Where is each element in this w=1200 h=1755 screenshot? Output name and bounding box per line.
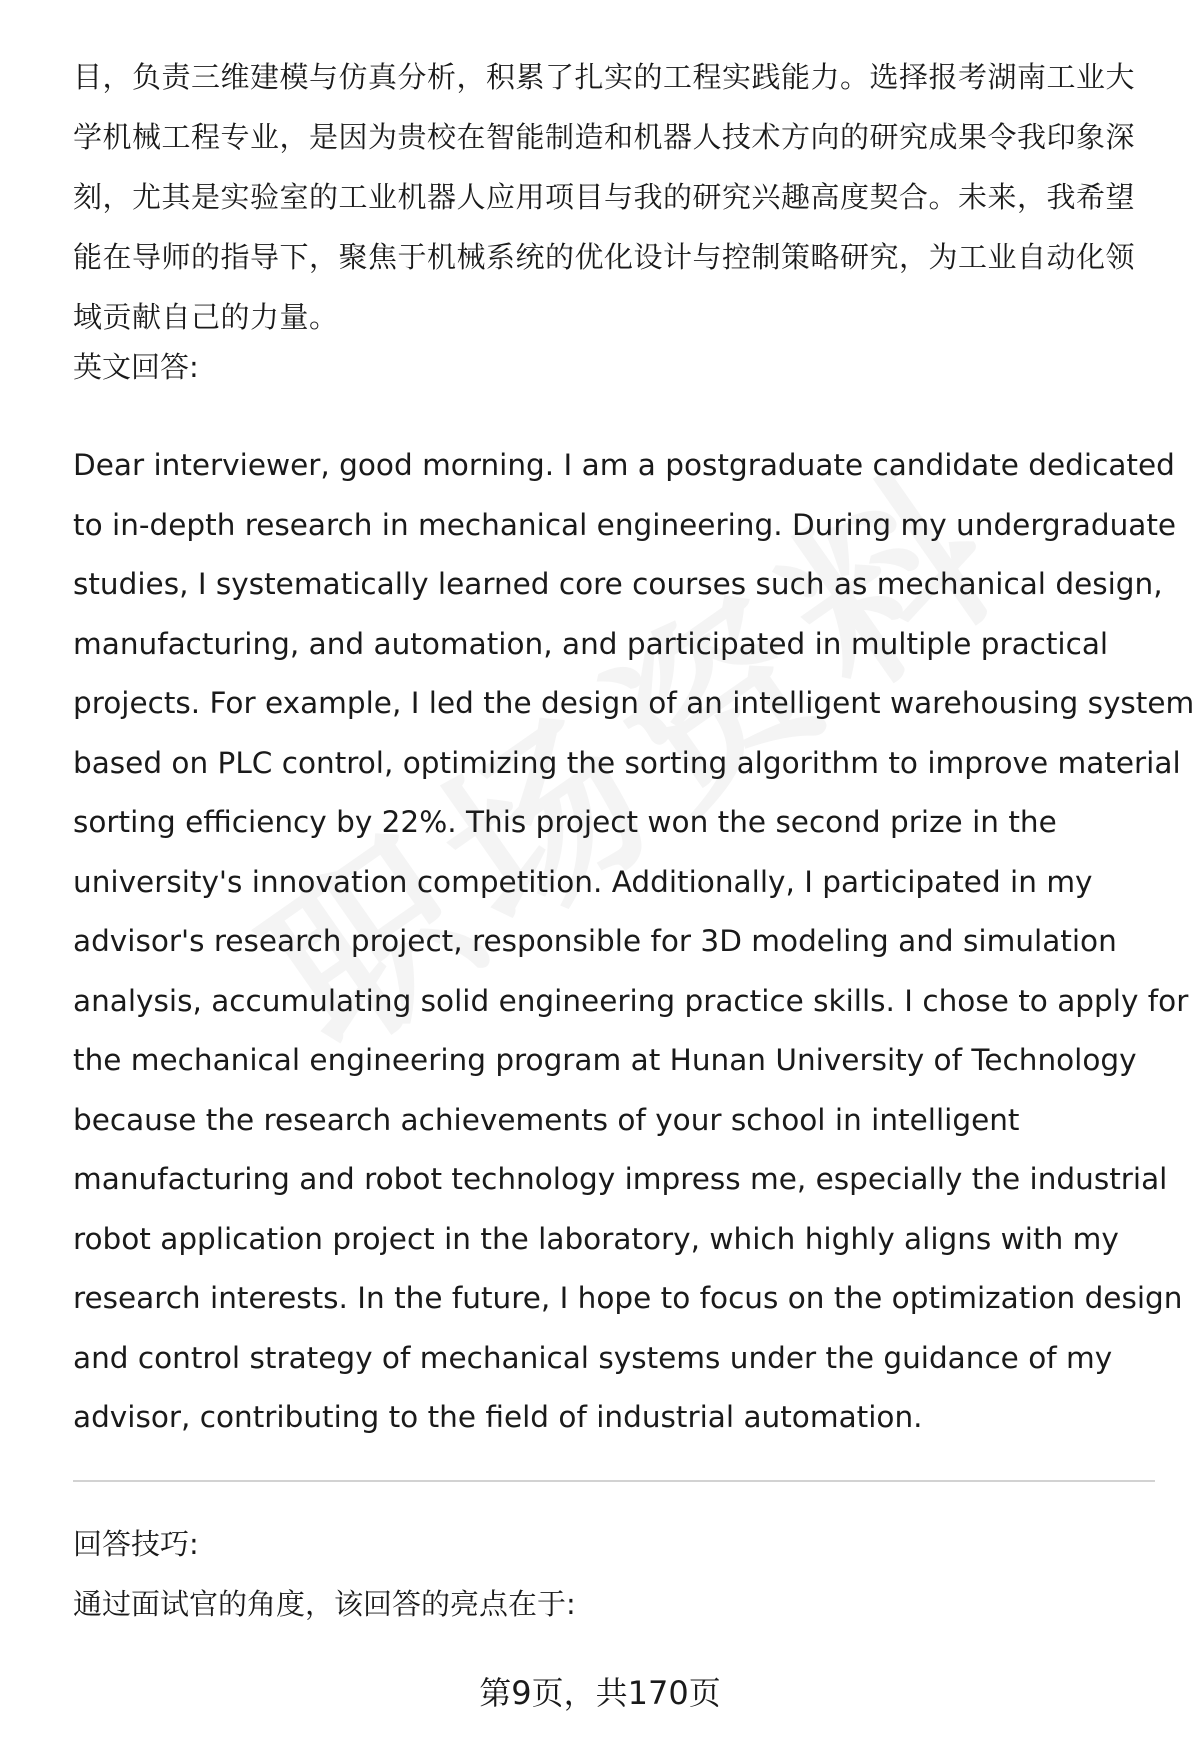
english-answer-line: the mechanical engineering program at Hunan University of Technology	[73, 1043, 1137, 1077]
english-answer-line: Dear interviewer, good morning. I am a postgraduate candidate dedicated	[73, 448, 1175, 482]
english-answer-line: analysis, accumulating solid engineering practice skills. I chose to apply for	[73, 983, 1189, 1018]
tips-intro: 通过面试官的角度，该回答的亮点在于:	[73, 1587, 576, 1621]
english-answer-line: manufacturing, and automation, and participated in multiple practical	[73, 626, 1109, 661]
english-answer-line: sorting efficiency by 22%. This project won the second prize in the	[73, 805, 1057, 839]
english-answer-line: because the research achievements of your school in intelligent	[73, 1102, 1020, 1137]
english-answer-line: university's innovation competition. Additionally, I participated in my	[73, 864, 1093, 899]
page-number: 第9页，共170页	[479, 1674, 721, 1712]
english-answer-line: manufacturing and robot technology impress me, especially the industrial	[73, 1162, 1168, 1196]
english-answer-line: to in-depth research in mechanical engineering. During my undergraduate	[73, 507, 1177, 542]
english-answer-line: advisor, contributing to the field of industrial automation.	[73, 1400, 923, 1434]
english-answer-line: studies, I systematically learned core courses such as mechanical design,	[73, 567, 1163, 601]
english-answer-label: 英文回答:	[73, 350, 199, 384]
english-answer-paragraph	[73, 436, 1195, 1448]
english-answer-line: advisor's research project, responsible for 3D modeling and simulation	[73, 924, 1117, 958]
english-answer-line: robot application project in the laboratory, which highly aligns with my	[73, 1221, 1119, 1256]
english-answer-line: projects. For example, I led the design of an intelligent warehousing system	[73, 686, 1195, 720]
tips-label: 回答技巧:	[73, 1527, 199, 1561]
section-divider	[73, 1480, 1155, 1482]
english-answer-line: research interests. In the future, I hope to focus on the optimization design	[73, 1281, 1183, 1315]
english-answer-line: based on PLC control, optimizing the sorting algorithm to improve material	[73, 745, 1181, 780]
chinese-answer-paragraph: 目，负责三维建模与仿真分析，积累了扎实的工程实践能力。选择报考湖南工业大学机械工程专业，是因为贵校在智能制造和机器人技术方向的研究成果令我印象深刻，尤其是实验室的工业机器人应用项目与我的研究兴趣高度契合。未来，我希望能在导师的指导下，聚焦于机械系统的优化设计与控制策略研究，为工业自动化领域贡献自己的力量。	[73, 60, 1136, 334]
english-answer-line: and control strategy of mechanical systems under the guidance of my	[73, 1340, 1113, 1375]
